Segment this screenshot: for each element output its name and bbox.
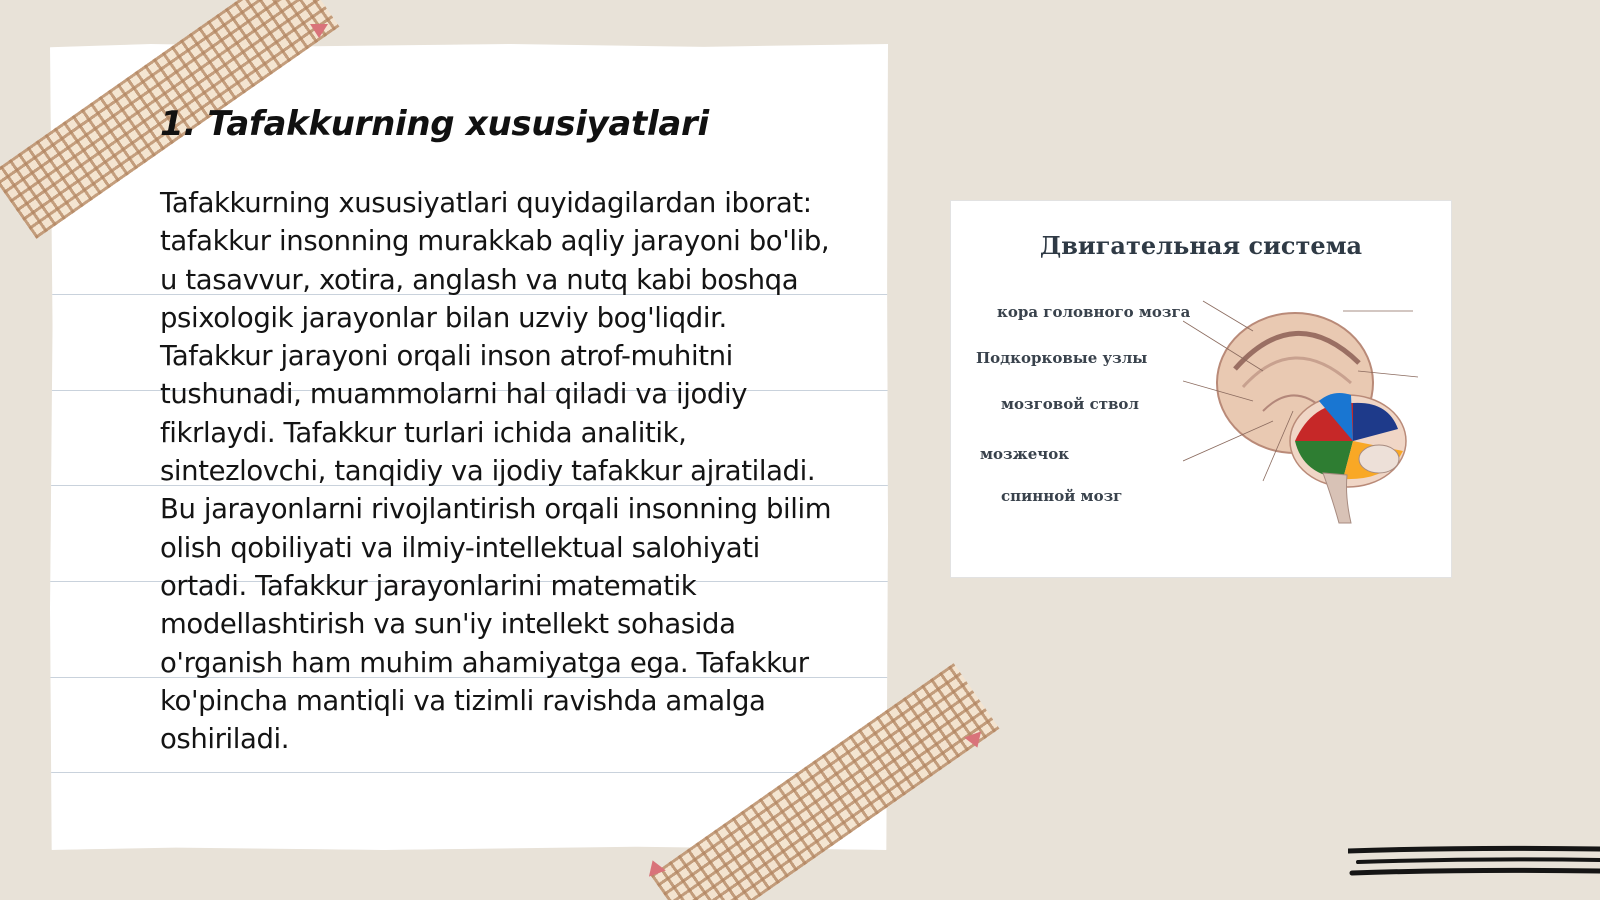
paper-rule-line (50, 772, 888, 773)
figure-label-brainstem: мозговой ствол (1001, 395, 1140, 413)
decorative-brush-strokes (1348, 845, 1600, 890)
brain-illustration-icon (1183, 291, 1433, 531)
figure-label-cortex: кора головного мозга (997, 303, 1191, 321)
slide-title: 1. Tafakkurning xususiyatlari (160, 104, 709, 144)
figure-label-spinal-cord: спинной мозг (1001, 487, 1123, 505)
figure-title: Двигательная система (1039, 231, 1363, 260)
figure-label-subcortical: Подкорковые узлы (976, 349, 1148, 367)
figure-label-cerebellum: мозжечок (980, 445, 1070, 463)
brain-diagram-image (950, 200, 1452, 578)
slide-body-text: Tafakkurning xususiyatlari quyidagilardan iborat: tafakkur insonning murakkab aqliy jarayoni bo'lib, u tasavvur, xotira, anglash va nutq kabi boshqa psixologik jarayonlar bilan uzviy bog'liqdir. Tafakkur jarayoni orqali inson atrof-muhitni tushunadi, muammolarni hal qiladi va ijodiy fikrlaydi. Tafakkur turlari ichida analitik, sintezlovchi, tanqidiy va ijodiy tafakkur ajratiladi. Bu jarayonlarni rivojlantirish orqali insonning bilim olish qobiliyati va ilmiy-intellektual salohiyati ortadi. Tafakkur jarayonlarini matematik modellashtirish va sun'iy intellekt sohasida o'rganish ham muhim ahamiyatga ega. Tafakkur ko'pincha mantiqli va tizimli ravishda amalga oshiriladi. (160, 187, 832, 756)
pin-icon (310, 24, 328, 38)
